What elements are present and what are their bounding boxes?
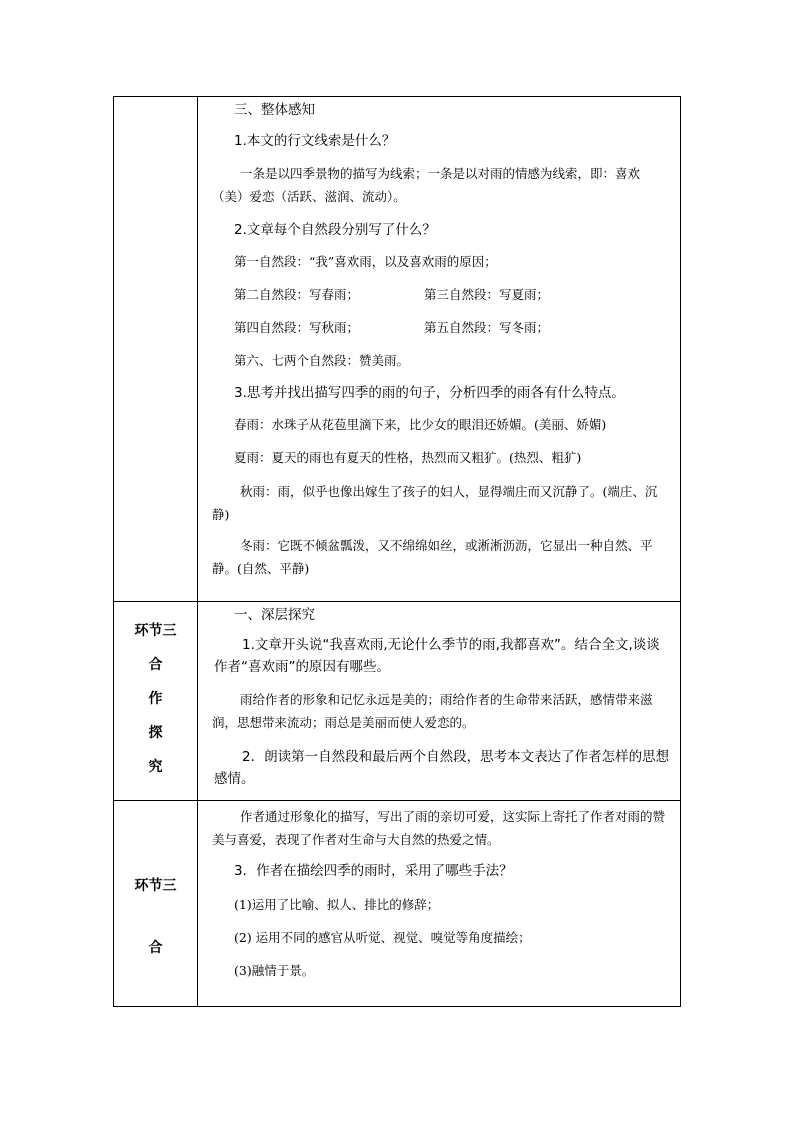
answer-text: 第四自然段：写秋雨；: [234, 320, 360, 335]
row-label-cell: [114, 801, 198, 1007]
row-label-cell: [114, 602, 198, 801]
lesson-plan-table: [113, 96, 681, 1007]
answer-text: 雨给作者的形象和记忆永远是美的；雨给作者的生命带来活跃，感情带来滋润，思想带来流动；雨总是美丽而使人爱恋的。: [212, 692, 653, 730]
table-row: [114, 602, 681, 801]
question-text: 2.文章每个自然段分别写了什么？: [234, 222, 436, 238]
row-label: 探: [148, 725, 163, 741]
table-row: [114, 801, 681, 1007]
answer-pair: [206, 317, 674, 338]
answer-text: 第二自然段：写春雨；: [234, 287, 360, 302]
answer-text: 一条是以四季景物的描写为线索；一条是以对雨的情感为线索，即：喜欢（美）爱恋（活跃、滋润、流动）。: [212, 166, 641, 204]
question-text: 1.本文的行文线索是什么？: [234, 133, 396, 149]
question-text: 3.思考并找出描写四季的雨的句子，分析四季的雨各有什么特点。: [234, 385, 625, 401]
answer-pair: [206, 284, 674, 305]
answer-text: 第五自然段：写冬雨；: [424, 320, 550, 335]
answer-text: (2) 运用不同的感官从听觉、视觉、嗅觉等角度描绘；: [234, 930, 531, 945]
table-row: [114, 97, 681, 602]
content-cell: [198, 602, 681, 801]
question-text: 2．朗读第一自然段和最后两个自然段，思考本文表达了作者怎样的思想感情。: [214, 749, 670, 787]
answer-text: 第六、七两个自然段：赞美雨。: [234, 353, 410, 368]
answer-text: (3)融情于景。: [234, 963, 315, 978]
row-label: 环节三: [134, 878, 177, 894]
row-label-cell: [114, 97, 198, 602]
row-label: 合: [148, 657, 163, 673]
answer-text: 作者通过形象化的描写，写出了雨的亲切可爱，这实际上寄托了作者对雨的赞美与喜爱，表现了作者对生命与大自然的热爱之情。: [212, 809, 666, 847]
answer-text: 冬雨：它既不倾盆瓢泼，又不绵绵如丝，或淅淅沥沥，它显出一种自然、平静。(自然、平静): [212, 538, 653, 576]
answer-text: (1)运用了比喻、拟人、排比的修辞；: [234, 897, 440, 912]
row-label: 究: [148, 759, 163, 775]
answer-text: 第三自然段：写夏雨；: [424, 287, 550, 302]
section-heading: 三、整体感知: [234, 102, 315, 118]
question-text: 3．作者在描绘四季的雨时，采用了哪些手法？: [234, 863, 513, 879]
row-label: 作: [148, 691, 163, 707]
question-text: 1.文章开头说“我喜欢雨,无论什么季节的雨,我都喜欢”。结合全文,谈谈作者“喜欢雨”的原因有哪些。: [214, 637, 660, 675]
answer-text: 春雨：水珠子从花苞里滴下来，比少女的眼泪还娇媚。(美丽、娇媚): [234, 417, 607, 432]
answer-text: 第一自然段：“我”喜欢雨，以及喜欢雨的原因；: [234, 254, 497, 269]
row-label: 合: [148, 940, 163, 956]
answer-text: 夏雨：夏天的雨也有夏天的性格，热烈而又粗犷。(热烈、粗犷): [234, 450, 582, 465]
content-cell: [198, 801, 681, 1007]
content-cell: [198, 97, 681, 602]
section-heading: 一、深层探究: [234, 607, 315, 623]
row-label: 环节三: [134, 623, 177, 639]
answer-text: 秋雨：雨，似乎也像出嫁生了孩子的妇人，显得端庄而又沉静了。(端庄、沉静): [212, 484, 658, 522]
